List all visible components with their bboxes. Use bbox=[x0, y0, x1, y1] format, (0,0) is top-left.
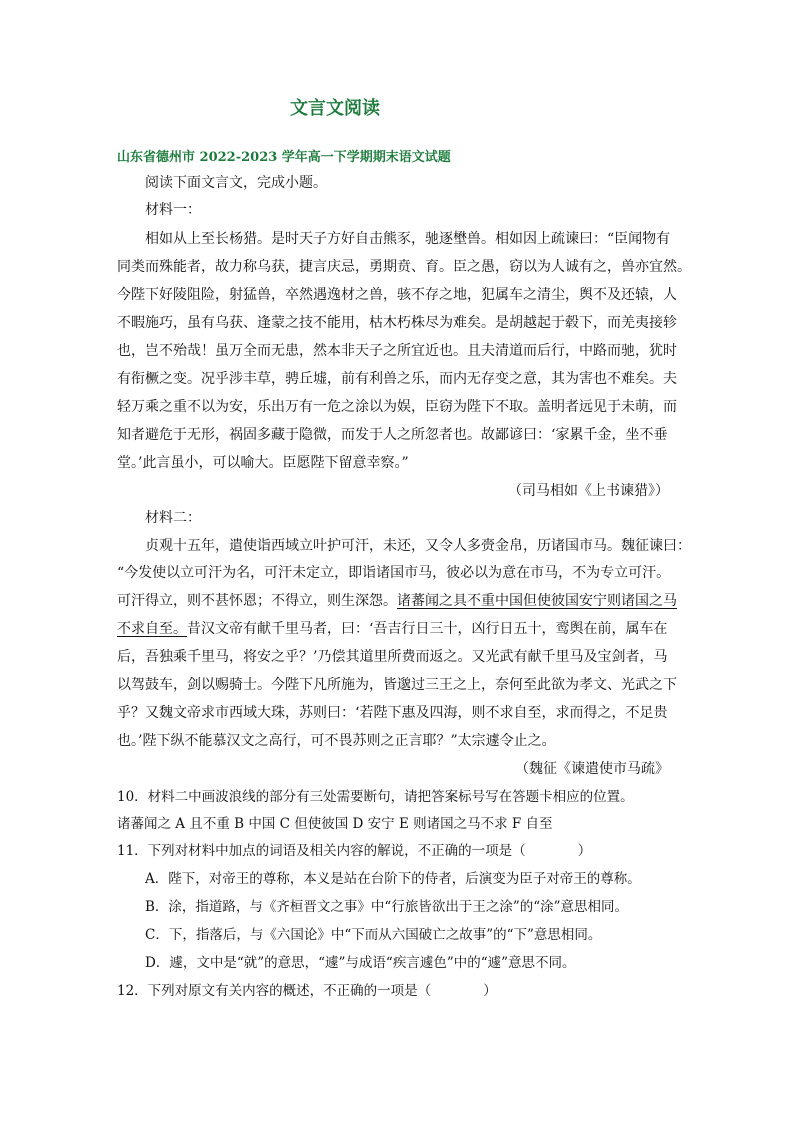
material1-line: 同类而殊能者，故力称乌获，捷言庆忌，勇期贲、育。臣之愚，窃以为人诚有之，兽亦宜然。 bbox=[117, 259, 691, 275]
material2-line: 贞观十五年，遣使诣西域立叶护可汗，未还，又令人多赍金帛，历诸国市马。魏征谏曰： bbox=[145, 538, 691, 554]
material2-plain-text: 昔汉文帝有献千里马者，曰：‘吾吉行日三十，凶行日五十，鸾舆在前，属车在 bbox=[187, 621, 668, 637]
material2-plain-text: 可汗得立，则不甚怀恩；不得立，则生深怨。 bbox=[117, 593, 397, 609]
material1-line: 也，岂不殆哉！虽万全而无患，然本非天子之所宜近也。且夫清道而后行，中路而驰，犹时 bbox=[117, 343, 677, 359]
material2-line: 也。’陛下纵不能慕汉文之高行，可不畏苏则之正言耶？”太宗遽令止之。 bbox=[117, 733, 556, 749]
material2-line bbox=[117, 592, 677, 610]
material1-line: 今陛下好陵阻险，射猛兽，卒然遇逸材之兽，骇不存之地，犯属车之清尘，舆不及还辕，人 bbox=[117, 287, 677, 303]
question-11 bbox=[117, 842, 591, 860]
wavy-underlined-passage: 诸蕃闻之具不重中国但使彼国安宁则诸国之马 bbox=[397, 593, 677, 609]
material1-citation: （司马相如《上书谏猎》） bbox=[508, 483, 669, 499]
material2-label: 材料二： bbox=[145, 510, 201, 526]
material2-line: 乎？又魏文帝求市西域大珠，苏则曰：‘若陛下惠及四海，则不求自至，求而得之，不足贵 bbox=[117, 705, 668, 721]
material1-label: 材料一： bbox=[145, 202, 201, 218]
question-12-text: 12．下列对原文有关内容的概述，不正确的一项是（ bbox=[117, 983, 432, 999]
question-10: 10．材料二中画波浪线的部分有三处需要断句，请把答案标号写在答题卡相应的位置。 bbox=[117, 789, 634, 805]
question-12 bbox=[117, 982, 497, 1000]
wavy-underlined-passage: 不求自至。 bbox=[117, 621, 187, 637]
material1-line: 轻万乘之重不以为安，乐出万有一危之涂以为娱，臣窃为陛下不取。盖明者远见于未萌，而 bbox=[117, 399, 677, 415]
question-11-close: ） bbox=[577, 843, 592, 859]
question-10-options: 诸蕃闻之 A 且不重 B 中国 C 但使彼国 D 安宁 E 则诸国之马不求 F 自至 bbox=[117, 816, 553, 832]
option-c: C．下，指落后，与《六国论》中“下而从六国破亡之故事”的“下”意思相同。 bbox=[145, 927, 602, 943]
material1-line: 堂。’此言虽小，可以喻大。臣愿陛下留意幸察。” bbox=[117, 455, 409, 471]
option-a: A．陛下，对帝王的尊称，本义是站在台阶下的侍者，后演变为臣子对帝王的尊称。 bbox=[145, 871, 641, 887]
material1-line: 知者避危于无形，祸固多藏于隐微，而发于人之所忽者也。故鄙谚曰：‘家累千金，坐不垂 bbox=[117, 427, 668, 443]
material1-line: 相如从上至长杨猎。是时天子方好自击熊豕，驰逐壄兽。相如因上疏谏曰：“臣闻物有 bbox=[145, 231, 671, 247]
material1-line: 有衔橛之变。况乎涉丰草，骋丘墟，前有利兽之乐，而内无存变之意，其为害也不难矣。夫 bbox=[117, 371, 677, 387]
material1-line: 不暇施巧，虽有乌获、逢蒙之技不能用，枯木朽株尽为难矣。是胡越起于毂下，而羌夷接轸 bbox=[117, 315, 677, 331]
question-11-text: 11．下列对材料中加点的词语及相关内容的解说，不正确的一项是（ bbox=[117, 843, 526, 859]
material2-line bbox=[117, 620, 677, 638]
option-b: B．涂，指道路，与《齐桓晋文之事》中“行旅皆欲出于王之涂”的“涂”意思相同。 bbox=[145, 899, 629, 915]
intro-text: 阅读下面文言文，完成小题。 bbox=[145, 175, 327, 191]
material2-citation: （魏征《谏遣使市马疏》 bbox=[515, 761, 669, 777]
material2-line: “今发使以立可汗为名，可汗未定立，即诣诸国市马，彼必以为意在市马，不为专立可汗。 bbox=[117, 565, 671, 581]
option-d: D．遽，文中是“就”的意思，“遽”与成语“疾言遽色”中的“遽”意思不同。 bbox=[145, 955, 576, 971]
material2-line: 以驾鼓车，剑以赐骑士。今陛下凡所施为，皆邈过三王之上，奈何至此欲为孝文、光武之下 bbox=[117, 677, 677, 693]
question-12-close: ） bbox=[483, 983, 497, 999]
source-heading: 山东省德州市 2022-2023 学年高一下学期期末语文试题 bbox=[117, 150, 451, 165]
material2-line: 后，吾独乘千里马，将安之乎？’乃偿其道里所费而返之。又光武有献千里马及宝剑者，马 bbox=[117, 649, 668, 665]
page-title: 文言文阅读 bbox=[290, 98, 380, 119]
